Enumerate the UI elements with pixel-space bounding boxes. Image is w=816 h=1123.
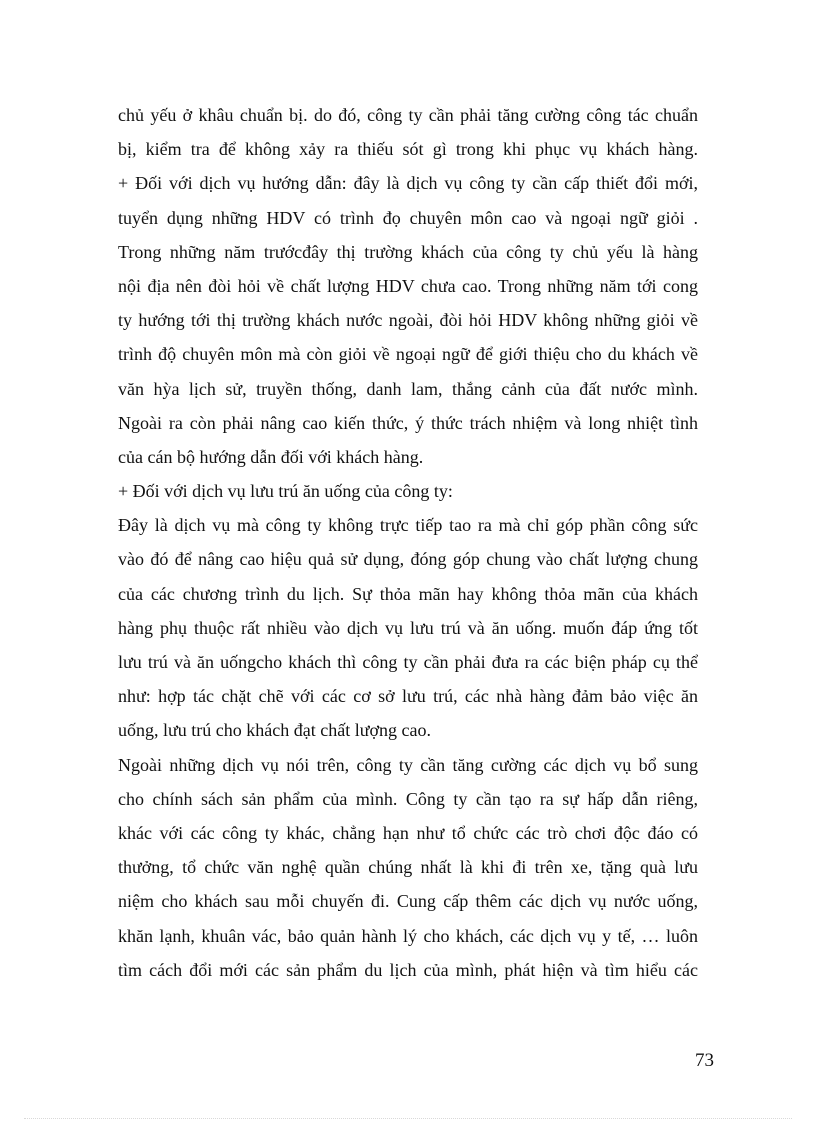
text-line: hàng phụ thuộc rất nhiều vào dịch vụ lưu trú và ăn uống. muốn đáp ứng tốt (118, 617, 698, 638)
text-line: khăn lạnh, khuân vác, bảo quản hành lý cho khách, các dịch vụ y tế, … luôn (118, 925, 698, 946)
text-line: + Đối với dịch vụ hướng dẫn: đây là dịch vụ công ty cần cấp thiết đổi mới, (118, 173, 698, 194)
text-line: tuyển dụng những HDV có trình đọ chuyên môn cao và ngoại ngữ giỏi . (118, 207, 698, 228)
text-line: ty hướng tới thị trường khách nước ngoài, đòi hỏi HDV không những giỏi về (118, 310, 698, 331)
text-line: + Đối với dịch vụ lưu trú ăn uống của công ty: (118, 481, 453, 502)
text-line: uống, lưu trú cho khách đạt chất lượng cao. (118, 720, 431, 741)
text-line: trình độ chuyên môn mà còn giỏi về ngoại ngữ để giới thiệu cho du khách về (118, 344, 698, 365)
page-number: 73 (695, 1050, 714, 1071)
text-line: Trong những năm trướcđây thị trường khách của công ty chủ yếu là hàng (118, 241, 698, 262)
text-line: vào đó để nâng cao hiệu quả sử dụng, đóng góp chung vào chất lượng chung (118, 549, 698, 570)
text-line: nội địa nên đòi hỏi về chất lượng HDV chưa cao. Trong những năm tới cong (118, 275, 698, 296)
text-line: Ngoài ra còn phải nâng cao kiến thức, ý thức trách nhiệm và long nhiệt tình (118, 412, 698, 433)
text-line: cho chính sách sản phẩm của mình. Công ty cần tạo ra sự hấp dẫn riêng, (118, 788, 698, 809)
body-text (118, 98, 698, 987)
text-line: Đây là dịch vụ mà công ty không trực tiếp tao ra mà chỉ góp phần công sức (118, 515, 698, 536)
page-bottom-divider (24, 1118, 792, 1119)
text-line: của cán bộ hướng dẫn đối với khách hàng. (118, 446, 424, 467)
text-line: Ngoài những dịch vụ nói trên, công ty cần tăng cường các dịch vụ bổ sung (118, 754, 698, 775)
text-line: bị, kiểm tra để không xảy ra thiếu sót gì trong khi phục vụ khách hàng. (118, 139, 698, 160)
text-line: niệm cho khách sau mỗi chuyến đi. Cung cấp thêm các dịch vụ nước uống, (118, 891, 698, 912)
text-line: thưởng, tổ chức văn nghệ quần chúng nhất là khi đi trên xe, tặng quà lưu (118, 857, 698, 878)
text-line: lưu trú và ăn uốngcho khách thì công ty cần phải đưa ra các biện pháp cụ thể (118, 652, 698, 672)
text-line: của các chương trình du lịch. Sự thỏa mãn hay không thỏa mãn của khách (118, 583, 698, 604)
text-line: như: hợp tác chặt chẽ với các cơ sở lưu trú, các nhà hàng đảm bảo việc ăn (118, 686, 698, 707)
text-line: văn hỳa lịch sử, truyền thống, danh lam, thắng cảnh của đất nước mình. (118, 378, 698, 399)
text-line: tìm cách đổi mới các sản phẩm du lịch của mình, phát hiện và tìm hiểu các (118, 959, 698, 980)
text-line: chủ yếu ở khâu chuẩn bị. do đó, công ty cần phải tăng cường công tác chuẩn (118, 105, 698, 125)
text-line: khác với các công ty khác, chẳng hạn như tổ chức các trò chơi độc đáo có (118, 822, 698, 843)
